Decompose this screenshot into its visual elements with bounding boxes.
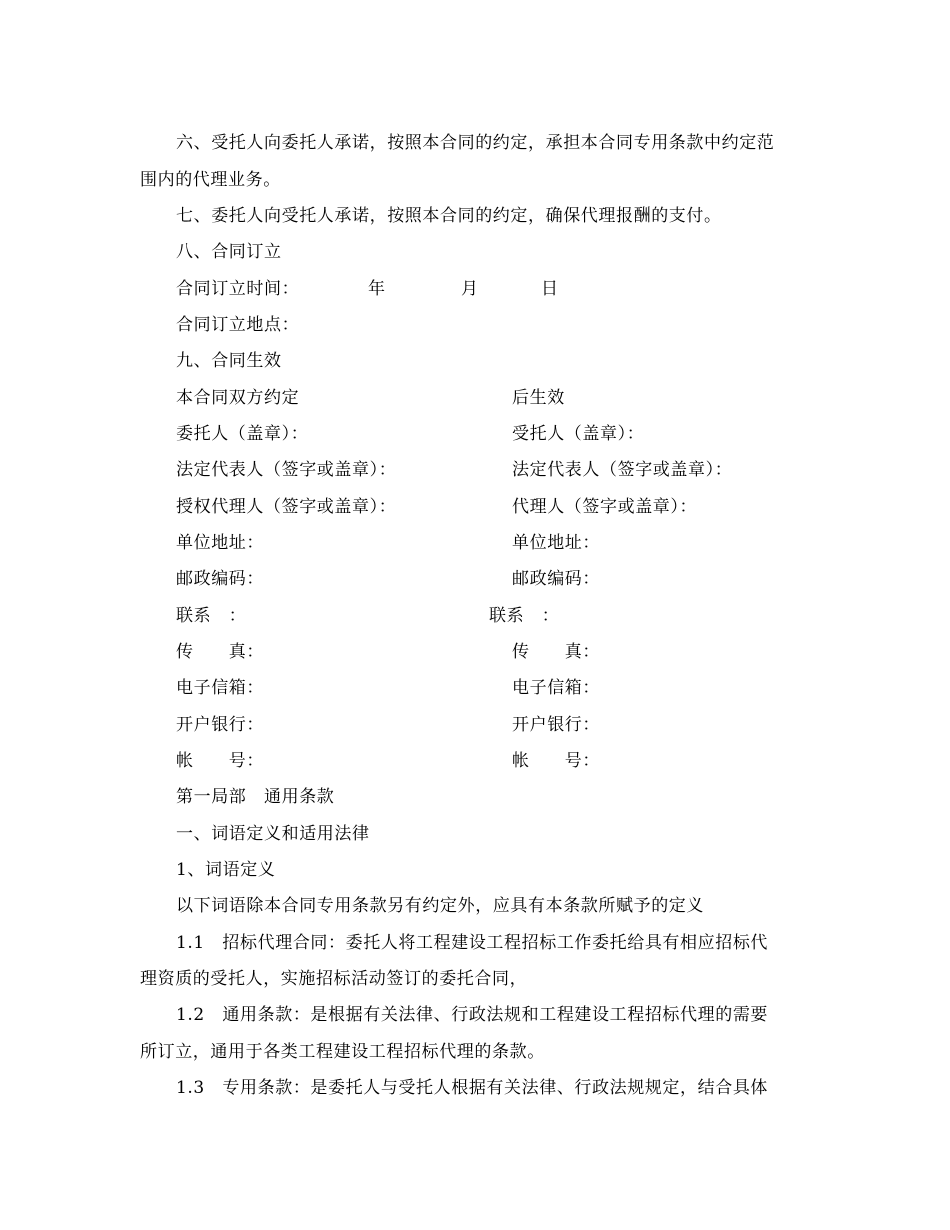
sign-date-label: 合同订立时间：	[176, 279, 300, 299]
definitions-intro: 以下词语除本合同专用条款另有约定外，应具有本条款所赋予的定义	[176, 896, 704, 916]
client-party-label: 委托人（盖章）：	[176, 424, 309, 444]
agent-legal-rep-label: 法定代表人（签字或盖章）：	[512, 460, 733, 480]
agent-address-label: 单位地址：	[512, 533, 600, 553]
client-legal-rep-label: 法定代表人（签字或盖章）：	[176, 460, 397, 480]
clause-8-heading: 八、合同订立	[176, 242, 282, 262]
client-bank-label: 开户银行：	[176, 715, 264, 735]
agent-fax-label: 传 真：	[512, 642, 600, 662]
client-fax-label: 传 真：	[176, 642, 264, 662]
client-account-label: 帐 号：	[176, 751, 264, 771]
agent-postcode-label: 邮政编码：	[512, 569, 600, 589]
agent-email-label: 电子信箱：	[512, 678, 600, 698]
clause-7: 七、委托人向受托人承诺，按照本合同的约定，确保代理报酬的支付。	[176, 206, 722, 226]
clause-6-line-1: 六、受托人向委托人承诺，按照本合同的约定，承担本合同专用条款中约定范	[176, 133, 775, 153]
general-terms-title: 第一局部 通用条款	[176, 787, 335, 807]
sign-date-year: 年	[368, 279, 386, 299]
client-email-label: 电子信箱：	[176, 678, 264, 698]
client-authorized-agent-label: 授权代理人（签字或盖章）：	[176, 497, 397, 517]
subsection-1-heading: 1、词语定义	[176, 860, 276, 880]
effective-left: 本合同双方约定	[176, 388, 300, 408]
agent-bank-label: 开户银行：	[512, 715, 600, 735]
agent-party-label: 受托人（盖章）：	[512, 424, 645, 444]
agent-account-label: 帐 号：	[512, 751, 600, 771]
section-1-heading: 一、词语定义和适用法律	[176, 824, 370, 844]
agent-representative-label: 代理人（签字或盖章）：	[512, 497, 698, 517]
sign-date-month: 月	[461, 279, 479, 299]
clause-9-heading: 九、合同生效	[176, 351, 282, 371]
definition-1-1-line-1: 1.1 招标代理合同：委托人将工程建设工程招标工作委托给具有相应招标代	[176, 933, 769, 953]
agent-contact-label: 联系 ：	[489, 606, 560, 626]
sign-place-label: 合同订立地点：	[176, 315, 300, 335]
client-address-label: 单位地址：	[176, 533, 264, 553]
sign-date-day: 日	[541, 279, 559, 299]
client-postcode-label: 邮政编码：	[176, 569, 264, 589]
clause-6-line-2: 围内的代理业务。	[140, 170, 281, 190]
client-contact-label: 联系 ：	[176, 606, 247, 626]
definition-1-3-line-1: 1.3 专用条款：是委托人与受托人根据有关法律、行政法规规定，结合具体	[176, 1078, 769, 1098]
definition-1-2-line-2: 所订立，通用于各类工程建设工程招标代理的条款。	[140, 1042, 545, 1062]
effective-right: 后生效	[512, 388, 565, 408]
definition-1-1-line-2: 理资质的受托人，实施招标活动签订的委托合同，	[140, 969, 528, 989]
definition-1-2-line-1: 1.2 通用条款：是根据有关法律、行政法规和工程建设工程招标代理的需要	[176, 1005, 769, 1025]
